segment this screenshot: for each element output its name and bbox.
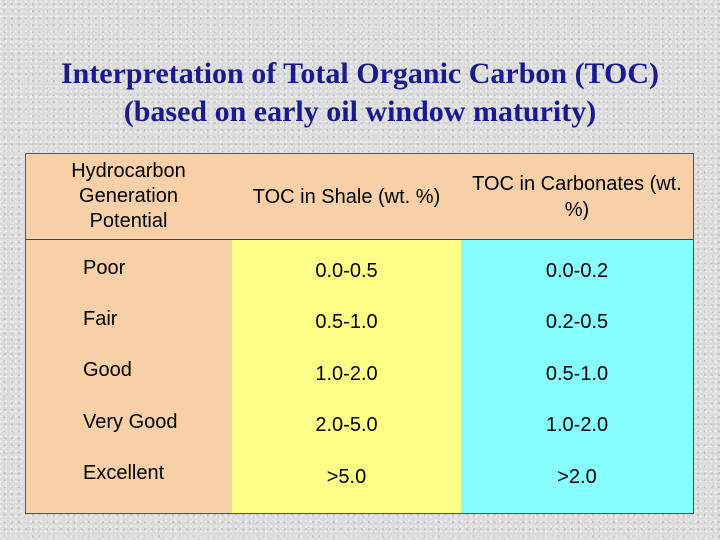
row-potential: Fair (83, 308, 118, 330)
title-line-1: Interpretation of Total Organic Carbon (TOC) (60, 57, 660, 90)
row-carbonates-value: 0.0-0.2 (545, 260, 609, 282)
row-potential: Very Good (83, 411, 178, 433)
row-shale-value: 1.0-2.0 (315, 363, 378, 385)
toc-interpretation-table (25, 153, 693, 513)
row-shale-value: >5.0 (326, 466, 367, 488)
row-shale-value: 0.0-0.5 (315, 260, 378, 282)
slide-title (0, 55, 720, 131)
row-shale-value: 0.5-1.0 (315, 311, 378, 333)
row-carbonates-value: >2.0 (557, 466, 597, 488)
row-potential: Good (83, 359, 132, 381)
header-shale: TOC in Shale (wt. %) (252, 185, 441, 208)
row-potential: Poor (83, 257, 126, 279)
row-carbonates-value: 0.5-1.0 (545, 363, 609, 385)
row-potential: Excellent (83, 462, 165, 484)
row-carbonates-value: 1.0-2.0 (545, 414, 609, 436)
row-carbonates-value: 0.2-0.5 (545, 311, 609, 333)
header-carbonates: TOC in Carbonates (wt. %) (472, 172, 682, 221)
title-line-2: (based on early oil window maturity) (123, 95, 597, 128)
row-shale-value: 2.0-5.0 (315, 414, 378, 436)
header-potential: Hydrocarbon Generation Potential (71, 160, 186, 232)
